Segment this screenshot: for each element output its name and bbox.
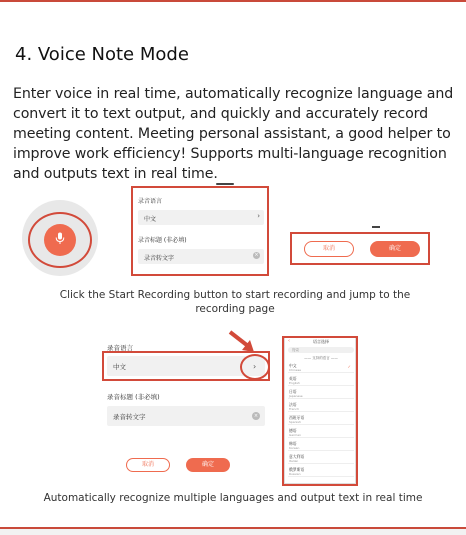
- item-name: 日语: [289, 389, 297, 394]
- language-label: 录音语言: [138, 198, 163, 205]
- intro-paragraph: Enter voice in real time, automatically recognize language and convert it to text output, and quickly and accurately record meeting content. Meeting personal assistant, a good helper to improve work efficiency! Supports multi-language recognition and outputs text in real time.: [13, 86, 454, 182]
- title-label: 录音标题 (非必填): [138, 237, 187, 244]
- picker-title: 语言选择: [313, 339, 329, 344]
- confirm-button[interactable]: 确定: [370, 241, 420, 257]
- dialog-button-card: [290, 232, 430, 265]
- section-title: 4. Voice Note Mode: [15, 44, 189, 65]
- language-value: 中文: [113, 363, 126, 371]
- cancel-button[interactable]: 取消: [126, 458, 170, 472]
- title-label: 录音标题 (非必填): [107, 393, 160, 401]
- chevron-right-icon[interactable]: ›: [253, 362, 257, 371]
- language-select[interactable]: [138, 210, 264, 225]
- caption-multi-language: Automatically recognize multiple languages and output text in real time: [43, 492, 423, 504]
- item-sub: German: [289, 433, 302, 437]
- back-icon[interactable]: ‹: [288, 338, 290, 344]
- title-input[interactable]: [107, 406, 265, 426]
- chevron-right-icon: ›: [257, 212, 260, 220]
- item-sub: Japanese: [289, 394, 303, 398]
- title-value: 录音转文字: [144, 255, 175, 262]
- item-name: 德语: [289, 428, 297, 433]
- item-sub: English: [289, 381, 300, 385]
- item-sub: Spanish: [289, 420, 301, 424]
- search-input[interactable]: 搜索: [288, 347, 354, 353]
- item-name: 英语: [289, 376, 297, 381]
- pointer-arrow-icon: [228, 330, 258, 354]
- cancel-button[interactable]: 取消: [304, 241, 354, 257]
- item-name: 意大利语: [289, 454, 305, 459]
- confirm-button[interactable]: 确定: [186, 458, 230, 472]
- item-sub: Chinese: [289, 368, 301, 372]
- language-label: 录音语言: [107, 344, 133, 352]
- item-name: 韩语: [289, 441, 297, 446]
- item-sub: French: [289, 407, 299, 411]
- recording-settings-card-large: [102, 340, 270, 474]
- item-name: 西班牙语: [289, 415, 305, 420]
- top-border: [0, 0, 466, 2]
- card-handle: [372, 226, 380, 228]
- caption-start-recording: Click the Start Recording button to start recording and jump to the recording page: [59, 289, 411, 315]
- picker-highlight-frame: [282, 336, 358, 486]
- recording-settings-card: [131, 186, 269, 276]
- record-button[interactable]: [44, 224, 76, 256]
- clear-icon[interactable]: ×: [253, 413, 259, 419]
- bottom-border: [0, 527, 466, 535]
- title-input[interactable]: [138, 249, 264, 264]
- item-sub: Russian: [289, 472, 301, 476]
- language-value: 中文: [144, 216, 157, 223]
- check-icon: ✓: [347, 364, 351, 369]
- clear-icon[interactable]: ×: [254, 252, 259, 258]
- microphone-icon: [55, 232, 65, 249]
- item-name: 中文: [289, 363, 297, 368]
- section-header: —— 支持的语言 ——: [304, 356, 338, 360]
- card-handle: [216, 183, 234, 185]
- item-sub: Italian: [289, 459, 299, 463]
- item-name: 俄罗斯语: [289, 467, 305, 472]
- item-name: 法语: [289, 402, 297, 407]
- title-value: 录音转文字: [113, 413, 146, 421]
- item-sub: Korean: [289, 446, 300, 450]
